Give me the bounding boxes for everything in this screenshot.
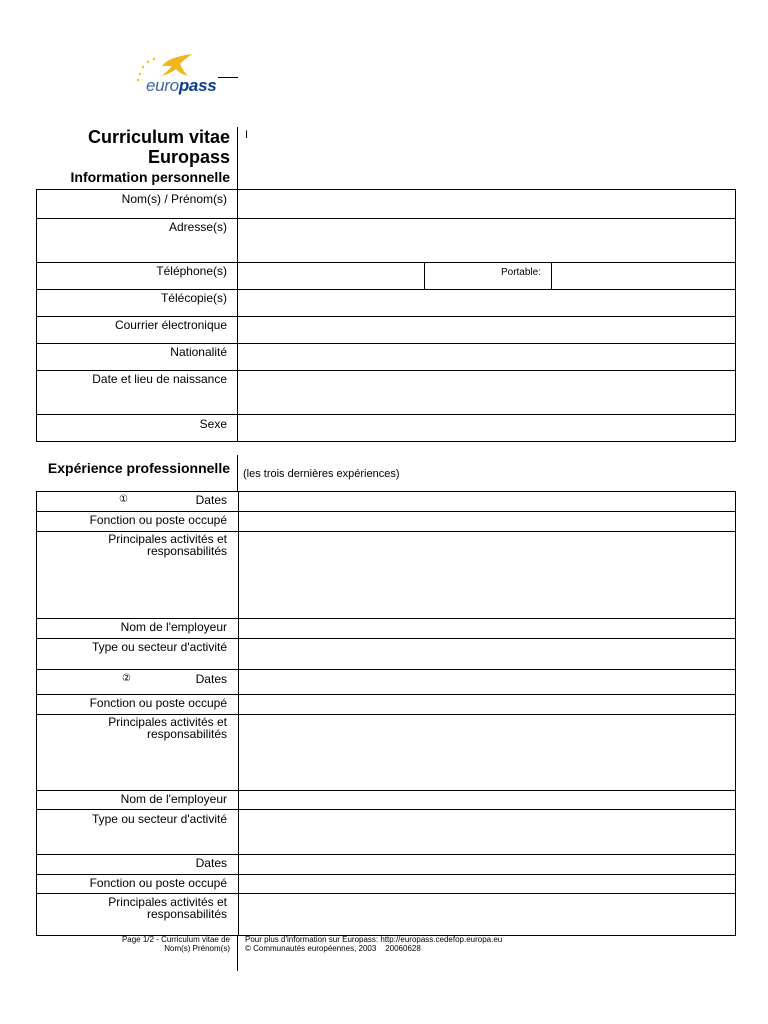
email-label: Courrier électronique (114, 318, 227, 332)
footer-info (245, 935, 502, 953)
experience-marker-2: ② (122, 673, 131, 684)
sector-field[interactable] (240, 810, 735, 854)
position-label: Fonction ou poste occupé (89, 513, 227, 527)
dates-field[interactable] (240, 855, 735, 874)
sector-label: Type ou secteur d'activité (91, 812, 227, 826)
dates-label: Dates (195, 493, 227, 507)
logo-rule (218, 77, 238, 78)
email-field[interactable] (239, 317, 735, 343)
address-field[interactable] (239, 219, 735, 262)
position-field[interactable] (240, 695, 735, 714)
column-divider (237, 455, 238, 491)
name-label: Nom(s) / Prénom(s) (121, 192, 227, 206)
dates-field[interactable] (240, 670, 735, 694)
footer-page-info: Page 1/2 - Curriculum vitae de Nom(s) Prénom(s) (121, 935, 230, 953)
fax-label: Télécopie(s) (160, 291, 227, 305)
logo-wordmark: europass (146, 76, 217, 95)
birth-label: Date et lieu de naissance (92, 372, 227, 386)
sex-label: Sexe (199, 417, 227, 431)
experience-marker-1: ① (119, 494, 128, 505)
activities-field[interactable] (240, 715, 735, 790)
position-field[interactable] (240, 875, 735, 893)
address-label: Adresse(s) (168, 220, 227, 234)
nationality-label: Nationalité (170, 345, 227, 359)
experience-table (36, 491, 736, 936)
employer-label: Nom de l'employeur (120, 792, 227, 806)
employer-field[interactable] (240, 791, 735, 809)
dates-label: Dates (195, 672, 227, 686)
activities-label: Principales activités et responsabilités (108, 715, 227, 741)
activities-label: Principales activités et responsabilités (108, 895, 227, 921)
section-title-experience: Expérience professionnelle (47, 460, 230, 476)
document-title: Curriculum vitae Europass (87, 127, 230, 167)
europass-logo (132, 52, 242, 100)
dates-label: Dates (195, 856, 227, 870)
footer-link-text: Pour plus d'information sur Europass: http://europass.cedefop.europa.eu (245, 935, 503, 944)
sector-label: Type ou secteur d'activité (91, 640, 227, 654)
position-label: Fonction ou poste occupé (89, 876, 227, 890)
activities-label: Principales activités et responsabilités (108, 532, 227, 558)
nationality-field[interactable] (239, 344, 735, 370)
footer-copyright: © Communautés européennes, 2003 20060628 (245, 944, 421, 953)
phone-field[interactable] (239, 263, 424, 289)
phone-label: Téléphone(s) (156, 264, 227, 278)
activities-field[interactable] (240, 532, 735, 618)
text-cursor: I (245, 129, 249, 141)
name-field[interactable] (239, 191, 735, 218)
dates-field[interactable] (240, 493, 735, 511)
birth-field[interactable] (239, 371, 735, 414)
personal-info-table (36, 189, 736, 442)
sex-field[interactable] (239, 415, 735, 441)
employer-label: Nom de l'employeur (120, 620, 227, 634)
section-title-personal: Information personnelle (70, 169, 230, 185)
experience-subtitle: (les trois dernières expériences) (243, 468, 400, 480)
column-divider (237, 935, 238, 971)
position-label: Fonction ou poste occupé (89, 696, 227, 710)
phone-split-divider (424, 262, 425, 289)
mobile-field[interactable] (552, 263, 735, 289)
mobile-label: Portable: (500, 267, 541, 278)
position-field[interactable] (240, 512, 735, 531)
sector-field[interactable] (240, 639, 735, 669)
employer-field[interactable] (240, 619, 735, 638)
fax-field[interactable] (239, 290, 735, 316)
column-divider (237, 127, 238, 189)
activities-field[interactable] (240, 894, 735, 935)
